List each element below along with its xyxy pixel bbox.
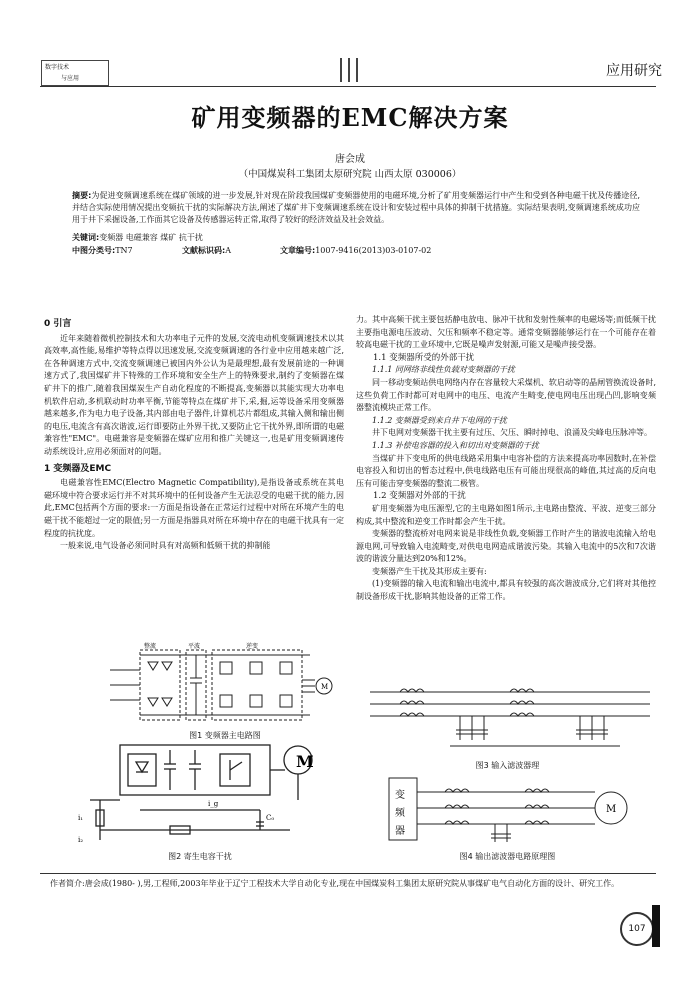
figure-4-caption: 图4 输出滤波器电路原理图	[459, 852, 556, 861]
author-note: 作者简介:唐会成(1980- ),男,工程师,2003年毕业于辽宁工程技术大学自动化专业,现在中国煤炭科工集团太原研究院从事煤矿电气自动化方面的设计、研究工作。	[50, 879, 620, 888]
paragraph: (1)变频器的输入电流和输出电流中,都具有较强的高次谐波成分,它们将对其他控制设备形成干扰,影响其他设备的正常工作。	[356, 579, 656, 602]
fig4-box-char-1: 变	[395, 790, 405, 801]
right-column	[356, 314, 656, 604]
journal-logo-line1: 数字技术	[45, 64, 70, 71]
section-label: 应用研究	[566, 58, 662, 84]
figure-1-circuit	[110, 640, 340, 730]
paragraph: 变频器产生干扰及其形成主要有:	[372, 566, 487, 576]
affiliation: （中国煤炭科工集团太原研究院 山西太原 030006）	[238, 169, 462, 180]
paragraph: 当煤矿井下变电所的供电线路采用集中电容补偿的方法来提高功率因数时,在补偿电容投入和切出的暂态过程中,供电线路电压有可能出现很高的峰值,其过高的反向电压有可能击穿变频器的整流二极管。	[356, 453, 656, 488]
heading-intro: 0 引言	[44, 319, 72, 329]
author: 唐会成	[335, 154, 365, 165]
fig2-label-i2: i₂	[78, 836, 84, 844]
clc-label: 中图分类号:	[72, 246, 116, 255]
abstract	[72, 190, 640, 226]
doc-label: 文献标识码:	[182, 246, 226, 255]
id-label: 文章编号:	[280, 246, 316, 255]
fig2-motor-label: M	[296, 752, 314, 771]
label-motor: M	[321, 683, 329, 691]
heading-1-1: 1.1 变频器所受的外部干扰	[373, 352, 475, 363]
id-value: 1007-9416(2013)03-0107-02	[315, 246, 432, 255]
keywords-text: 变频器 电磁兼容 煤矿 抗干扰	[99, 233, 203, 242]
heading-1-1-3: 1.1.3 补偿电容器的投入和切出对变频器的干扰	[372, 440, 539, 450]
label-rectifier: 整流	[144, 643, 157, 650]
figure-3-input-filter	[360, 680, 655, 760]
journal-logo-line2: 与应用	[61, 75, 80, 82]
abstract-text: 为促进变频调速系统在煤矿领域的进一步发展,针对现在阶段我国煤矿变频器使用的电磁环境,分析了矿用变频器运行中产生和受到各种电磁干扰及传播途径,并结合实际使用情况提出变频抗干扰的实际解决方法,阐述了煤矿井下变频调速系统在设计和安装过程中具体的抑制干扰措施。实际结果表明,变频调速系统成功应用于井下采掘设备,工作面其它设备及传感器运转正常,取得了较好的经济效益及社会效益。	[72, 191, 640, 224]
header-rule	[40, 86, 656, 87]
figure-3-caption: 图3 输入滤波器理	[475, 761, 540, 770]
paragraph: 井下电网对变频器干扰主要有过压、欠压、瞬时掉电、浪涌及尖峰电压脉冲等。	[372, 428, 652, 438]
paragraph: 近年来随着微机控制技术和大功率电子元件的发展,交流电动机变频调速技术以其高效率,高性能,易维护等特点得以迅速发展,交流变频调速的各行业中应用越来越广泛,在各种调速方式中,交流变频调速已被国内外公认为是最理想,最有发展前途的一种调速方式了,我国煤矿井下特殊的工作环境和安全生产上的特殊要求,制约了变频器在煤矿井下的推广,随着我国煤炭生产自动化程度的不断提高,变频器以其能实现大功率电机软件启动,多机联动时功率平衡,节能等特点在煤矿井下,采,掘,运等设备采用变频器越来越多,作为电力电子设备,其内部由电子器件,计算机芯片都组成,其输入侧和输出侧的电压,电流含有高次谐波,运行即要防止外界干扰,又要防止它干扰外界,即所谓的电磁兼容性"EMC"。电磁兼容是变频器在煤矿应用和推广关键这一,也是矿用变频调速传动系统设计,应用必须面对的问题。	[44, 333, 344, 456]
page-number: 107	[620, 912, 654, 946]
figure-2-caption: 图2 寄生电容干扰	[168, 852, 232, 861]
paragraph: 一般来说,电气设备必须同时具有对高频和低频干扰的抑制能	[60, 541, 271, 551]
fig2-label-c0: C₀	[266, 814, 275, 822]
footer-rule	[40, 873, 656, 874]
fig4-motor-label: M	[606, 804, 617, 815]
clc-value: TN7	[115, 246, 133, 255]
figure-2-parasitic	[60, 740, 340, 850]
fig2-label-i1: i₁	[78, 814, 84, 822]
paragraph: 电磁兼容性EMC(Electro Magnetic Compatibility),是指设备或系统在其电磁环境中符合要求运行并不对其环境中的任何设备产生无法忍受的电磁干扰的能力,因此,EMC包括两个方面的要求:一方面是指设备在正常运行过程中对所在环境产生的电磁干扰不能超过一定的限值;另一方面是指器具对所在环境中存在的电磁干扰具有一定程度的抗扰度。	[44, 478, 344, 538]
heading-1-1-1: 1.1.1 同网络非线性负载对变频器的干扰	[372, 365, 515, 375]
doc-value: A	[225, 246, 231, 255]
fig4-box-char-3: 器	[395, 826, 405, 837]
heading-1-1-2: 1.1.2 变频器受到来自井下电网的干扰	[372, 415, 507, 425]
label-smoothing: 平波	[188, 643, 201, 650]
keywords-label: 关键词:	[72, 233, 100, 242]
heading-1-2: 1.2 变频器对外部的干扰	[373, 491, 466, 502]
article-title: 矿用变频器的EMC解决方案	[191, 103, 509, 132]
figure-1-caption: 图1 变频器主电路图	[189, 731, 261, 740]
paragraph: 变频器的整流桥对电网来说是非线性负载,变频器工作时产生的谐波电流输入给电源电网,可导致输入电流畸变,对供电电网造成谐波污染。其输入电流中的5次和7次谐波的谐波分量达到20%和12%。	[356, 529, 656, 564]
abstract-label: 摘要:	[72, 191, 92, 200]
paragraph: 同一移动变频站供电网络内存在容量较大采煤机、软启动等的晶闸管换流设备时,这些负荷工作时都可对电网中的电压、电流产生畸变,使电网电压出现凸凹,影响变频器整流模块正常工作。	[356, 377, 656, 413]
paragraph: 矿用变频器为电压源型,它的主电路如图1所示,主电路由整流、平波、逆变三部分构成,其中整流和逆变工作时都会产生干扰。	[356, 503, 656, 526]
left-column	[44, 314, 344, 553]
paragraph: 力。其中高频干扰主要包括静电放电、脉冲干扰和发射性频率的电磁场等;而低频干扰主要指电源电压波动、欠压和频率不稳定等。通常变频器能够运行在一个可能存在着较高电磁干扰的工业环境中,它既是噪声发射源,可能又是噪声接受器。	[356, 315, 656, 350]
fig4-box-char-2: 频	[395, 808, 405, 819]
page-edge-mark	[652, 905, 660, 947]
keywords	[72, 232, 203, 243]
journal-logo	[41, 60, 109, 86]
header-bars	[340, 58, 362, 82]
fig2-label-ig: i_g	[208, 800, 219, 808]
heading-vfd-emc: 1 变频器及EMC	[44, 463, 112, 474]
label-inverter: 逆变	[246, 643, 259, 650]
figure-4-output-filter	[385, 772, 655, 852]
